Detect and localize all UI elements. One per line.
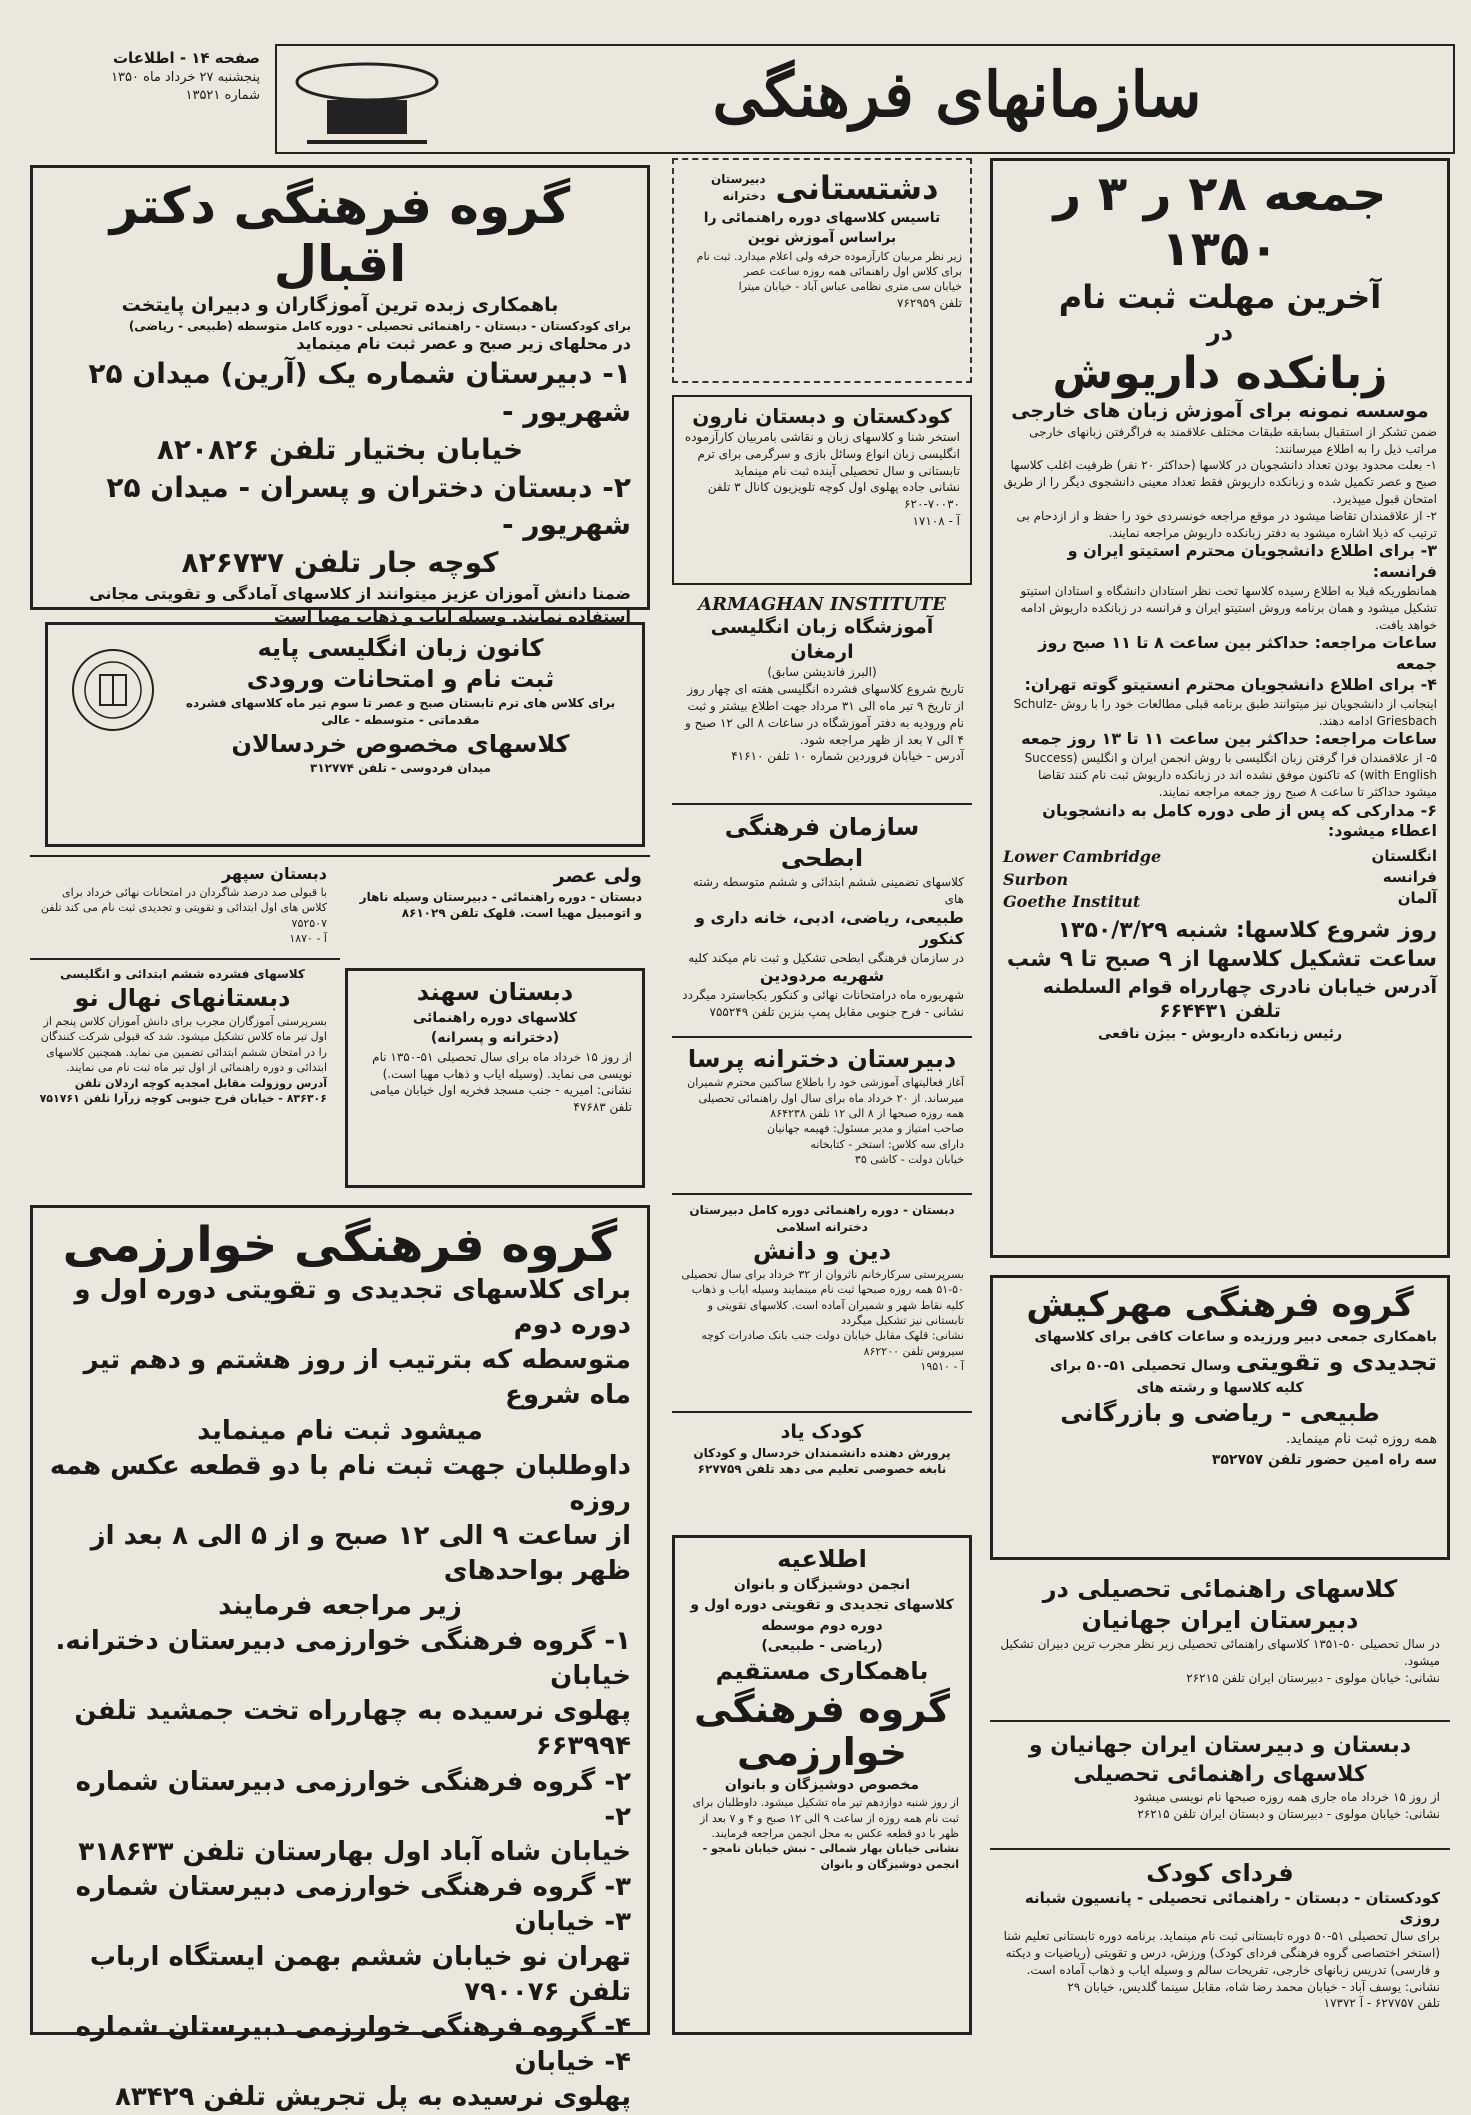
kharazmi-unit: ۳- گروه فرهنگی خوارزمی دبیرستان شماره ۳- خیابان	[75, 1871, 631, 1937]
eghbal-addr1b: خیابان بختیار تلفن ۸۲۰۸۲۶	[156, 432, 524, 466]
parsa-text: آغاز فعالیتهای آموزشی خود را باطلاع ساکنین محترم شمیران میرساند. از ۲۰ خرداد ماه برای سال اول راهنمائی تحصیلی همه روزه صبحها از ۸ الی ۱۲ تلفن ۸۶۴۲۳۸	[687, 1076, 964, 1120]
eghbal-title: گروه فرهنگی دکتر اقبال	[109, 177, 571, 293]
mehrkish-line2a: تجدیدی و تقویتی	[1235, 1347, 1437, 1376]
daryush-date: جمعه ۲۸ ر ۳ ر ۱۳۵۰	[1053, 166, 1387, 278]
fardaye-phone: تلفن ۶۲۷۷۵۷ - آ ۱۷۳۷۲	[1323, 1996, 1440, 2011]
parsa-text3: دارای سه کلاس: استخر - کتابخانه	[810, 1137, 964, 1151]
ad-vali-asr	[345, 860, 650, 955]
daryush-item6: ۶- مدارکی که پس از طی دوره کامل به دانشجویان اعطاء میشود:	[1042, 800, 1437, 841]
koodakyad-text: پرورش دهنده دانشمندان خردسال و کودکان نابغه خصوصی تعلیم می دهد تلفن ۶۲۷۷۵۹	[693, 1445, 951, 1477]
daryush-phone: تلفن ۶۶۴۴۳۱	[1159, 1000, 1281, 1023]
english-sub: ثبت نام و امتحانات ورودی	[246, 665, 555, 694]
ad-jahanian-1	[990, 1568, 1450, 1718]
cert-name: Lower Cambridge	[1003, 847, 1162, 867]
divider	[672, 1193, 972, 1195]
fardaye-sub: کودکستان - دبستان - راهنمائی تحصیلی - پانسیون شبانه روزی	[1024, 1889, 1440, 1927]
dashtestani-line1: تاسیس کلاسهای دوره راهنمائی را براساس آموزش نوین	[703, 210, 941, 247]
daryush-item3: ۳- برای اطلاع دانشجویان محترم استیتو ایران و فرانسه:	[1067, 541, 1437, 582]
naroon-text: استخر شنا و کلاسهای زبان و نقاشی بامربیان کارآزموده انگلیسی زبان انواع وسائل بازی و سرگرمی برای ترم تابستانی و سال تحصیلی آینده ثبت نام مینماید	[684, 430, 960, 478]
etelaieh-addr: نشانی خیابان بهار شمالی - نبش خیابان نامجو - انجمن دوشیزگان و بانوان	[702, 1842, 959, 1871]
dinodanesh-addr: نشانی: قلهک مقابل خیابان دولت جنب بانک صادرات کوچه سیروس تلفن ۸۶۲۲۰۰	[701, 1329, 964, 1358]
sepehr-text: با قبولی صد درصد شاگردان در امتحانات نهائی خرداد برای کلاس های اول ابتدائی و تقویتی و تجدیدی ثبت نام می کند تلفن ۷۵۲۵۰۷	[40, 885, 327, 930]
mehrkish-line3: کلیه کلاسها و رشته های	[1136, 1379, 1304, 1396]
ad-din-o-danesh	[672, 1198, 972, 1408]
etelaieh-title: اطلاعیه	[777, 1545, 867, 1573]
dashtestani-small: دبیرستان دخترانه	[711, 172, 766, 203]
abtahi-fields: طبیعی، ریاضی، ادبی، خانه داری و کنکور	[695, 907, 964, 948]
page-info: صفحه ۱۴ - اطلاعات	[112, 49, 260, 67]
divider	[990, 1848, 1450, 1850]
kharazmi-line: برای کلاسهای تجدیدی و تقویتی دوره اول و دوره دوم	[74, 1275, 631, 1341]
english-adults: کلاسهای مخصوص خردسالان	[231, 729, 570, 758]
koodakyad-title: کودک یاد	[780, 1421, 864, 1443]
eghbal-note: ضمنا دانش آموزان عزیز میتوانند از کلاسهای آمادگی و تقویتی مجانی استفاده نمایند. وسیله ایاب و ذهاب مهیا است	[89, 584, 631, 627]
jahanian1-text: در سال تحصیلی ۵۰-۱۳۵۱ کلاسهای راهنمائی تحصیلی زیر نظر مجرب ترین دبیران تشکیل میشود.	[1000, 1637, 1440, 1669]
dashtestani-line2: زیر نظر مربیان کارآزموده حرفه ولی اعلام میدارد. ثبت نام برای کلاس اول راهنمائی همه روزه ساعت عصر	[696, 249, 962, 278]
ad-mehrkish	[990, 1275, 1450, 1560]
cert-country: فرانسه	[1382, 868, 1437, 887]
ad-kharazmi	[30, 1205, 650, 2113]
parsa-text2: صاحب امتیاز و مدیر مسئول: فهیمه جهانیان	[767, 1122, 964, 1136]
etelaieh-text2: کلاسهای تجدیدی و تقویتی دوره اول و دوره دوم موسطه	[690, 1597, 954, 1634]
cert-country: آلمان	[1397, 889, 1437, 908]
daryush-dar: در	[1206, 318, 1234, 347]
sahand-title: دبستان سهند	[416, 978, 574, 1006]
fardaye-text: برای سال تحصیلی ۵۱-۵۰ دوره تابستانی ثبت نام مینماید. برنامه دوره تابستانی تعلیم شنا (استخر اختصاصی گروه فرهنگی فردای کودک) ورزش، درس و تقویتی (ریاضیات و دیکته و فارسی) تدریس زبانهای خارجی، تفریحات سالم و وسیله ایاب و ذهاب آماده است.	[1003, 1929, 1440, 1977]
abtahi-title: سازمان فرهنگی ابطحی	[724, 813, 920, 873]
header-info	[20, 48, 260, 118]
valiasr-title: ولی عصر	[553, 865, 642, 887]
divider	[672, 803, 972, 805]
ad-koodak-yad	[672, 1416, 972, 1526]
ad-dashtestani	[672, 158, 972, 383]
kharazmi-title: گروه فرهنگی خوارزمی	[62, 1217, 618, 1273]
eghbal-line1: باهمکاری زبده ترین آموزگاران و دبیران پایتخت	[121, 294, 559, 316]
naroon-title: کودکستان و دبستان نارون	[692, 404, 952, 428]
english-text: برای کلاس های ترم تابستان صبح و عصر تا سوم تیر ماه کلاسهای فشرده مقدماتی - متوسطه - عالی	[185, 696, 616, 728]
daryush-deadline: آخرین مهلت ثبت نام	[1058, 278, 1382, 317]
cert-name: Surbon	[1003, 869, 1069, 889]
etelaieh-coop: باهمکاری مستقیم	[715, 1657, 929, 1686]
issue-date: پنجشنبه ۲۷ خرداد ماه ۱۳۵۰	[111, 70, 260, 85]
eghbal-addr2b: کوچه جار تلفن ۸۲۶۷۳۷	[181, 546, 499, 580]
dashtestani-addr: خیابان سی متری نظامی عباس آباد - خیابان میترا	[738, 280, 962, 294]
kharazmi-unit: پهلوی نرسیده به چهارراه تخت جمشید تلفن ۶۶۳۹۹۴	[74, 1696, 631, 1762]
sahand-sub: کلاسهای دوره راهنمائی	[412, 1010, 578, 1027]
daryush-intro: ضمن تشکر از استقبال بسابقه طبقات مختلف علاقمند به فراگرفتن زبانهای خارجی مراتب ذیل را به اطلاع میرسانند:	[1029, 424, 1437, 456]
ad-armaghan	[672, 590, 972, 800]
etelaieh-text1: انجمن دوشیزگان و بانوان	[733, 1577, 911, 1594]
divider	[672, 1411, 972, 1413]
dashtestani-phone: تلفن ۷۶۲۹۵۹	[896, 295, 962, 310]
kharazmi-line: متوسطه که بترتیب از روز هشتم و دهم تیر ماه شروع	[83, 1345, 631, 1411]
mehrkish-line1: باهمکاری جمعی دبیر ورزیده و ساعات کافی برای کلاسهای	[1034, 1328, 1437, 1345]
ad-etelaieh	[672, 1535, 972, 2035]
abtahi-text: کلاسهای تضمینی ششم ابتدائی و ششم متوسطه رشته های	[692, 875, 964, 907]
english-title: کانون زبان انگلیسی پایه	[257, 634, 544, 662]
daryush-item3-text: همانطوریکه قبلا به اطلاع رسیده کلاسها تحت نظر استادان دانشگاه و استادان استیتو تشکیل میشود و همان برنامه وروش استیتو ایران و فرانسه در زبانکده داریوش ادامه خواهد یافت.	[1020, 584, 1437, 632]
mehrkish-line2b: وسال تحصیلی ۵۱-۵۰ برای	[1049, 1357, 1231, 1374]
parsa-title: دبیرستان دخترانه پرسا	[687, 1045, 957, 1073]
issue-number: شماره ۱۳۵۲۱	[185, 88, 260, 104]
dinodanesh-text: بسرپرستی سرکارخانم ناثروان از ۳۲ خرداد برای سال تحصیلی ۵۰-۵۱ همه روزه صبحها ثبت نام مینمایند وسیله ایاب و ذهاب کلیه نقاط شهر و شمیران آماده است. کلاسهای تقویتی و تابستانی نیز تشکیل میگردد	[681, 1267, 964, 1327]
daryush-start: روز شروع کلاسها: شنبه ۱۳۵۰/۳/۲۹	[1057, 918, 1437, 944]
nahal-addr: آدرس روزولت مقابل امجدیه کوچه اردلان تلفن ۸۳۶۳۰۶ - خیابان فرح جنوبی کوچه زرآرا تلفن ۷۵۱۷۶۱	[39, 1076, 327, 1105]
ad-daryush	[990, 158, 1450, 1258]
kharazmi-unit: پهلوی نرسیده به پل تجریش تلفن ۸۳۴۲۹	[114, 2082, 631, 2113]
masthead	[275, 44, 1455, 154]
kharazmi-unit: ۲- گروه فرهنگی خوارزمی دبیرستان شماره ۲-	[75, 1766, 631, 1832]
sepehr-code: آ - ۱۸۷۰	[289, 931, 327, 945]
ad-sepehr	[30, 860, 335, 955]
kharazmi-line: از ساعت ۹ الی ۱۲ صبح و از ۵ الی ۸ بعد از ظهر بواحدهای	[90, 1520, 631, 1586]
kharazmi-unit: ۴- گروه فرهنگی خوارزمی دبیرستان شماره ۴- خیابان	[75, 2012, 631, 2078]
mehrkish-addr: سه راه امین حضور تلفن ۳۵۲۷۵۷	[1211, 1451, 1437, 1468]
dinodanesh-top: دبستان - دوره راهنمائی دوره کامل دبیرستان دخترانه اسلامی	[689, 1203, 955, 1234]
cert-country: انگلستان	[1371, 847, 1437, 866]
daryush-name: زبانکده داریوش	[1052, 347, 1388, 399]
mehrkish-line4: همه روزه ثبت نام مینماید.	[1285, 1431, 1437, 1448]
ad-fardaye-koodak	[990, 1852, 1450, 2042]
jahanian2-text: از روز ۱۵ خرداد ماه جاری همه روزه صبحها نام نویسی میشود	[1133, 1790, 1440, 1805]
jahanian2-addr: نشانی: خیابان مولوی - دبیرستان و دبستان ایران تلفن ۲۶۲۱۵	[1137, 1806, 1440, 1821]
eghbal-line3: در محلهای زیر صبح و عصر ثبت نام مینماید	[296, 334, 631, 354]
valiasr-text: دبستان - دوره راهنمائی - دبیرستان وسیله ناهار و اتومبیل مهیا است. قلهک تلفن ۸۶۱۰۲۹	[359, 889, 642, 921]
naroon-code: آ - ۱۷۱۰۸	[912, 513, 960, 528]
jahanian1-title: کلاسهای راهنمائی تحصیلی در دبیرستان ایران جهانیان	[1042, 1575, 1398, 1635]
daryush-item4-text: اینجانب از دانشجویان نیز میتوانند طبق برنامه قبلی مطالعات خود را با روش Schulz-Griesbach ادامه دهند.	[1013, 696, 1437, 728]
kharazmi-line: داوطلبان جهت ثبت نام با دو قطعه عکس همه روزه	[49, 1450, 631, 1516]
mehrkish-title: گروه فرهنگی مهرکیش	[1026, 1285, 1414, 1325]
fardaye-addr: نشانی: یوسف آباد - خیابان محمد رضا شاه، مقابل سینما گلدیس، خیابان ۲۹	[1067, 1979, 1440, 1994]
divider	[672, 1036, 972, 1038]
ad-dr-eghbal	[30, 165, 650, 627]
etelaieh-group: گروه فرهنگی	[694, 1686, 950, 1731]
sahand-text: از روز ۱۵ خرداد ماه برای سال تحصیلی ۵۱-۱۳۵۰ نام نویسی می نماید. (وسیله ایاب و ذهاب مهیا است.)	[372, 1049, 632, 1081]
armaghan-addr: آدرس - خیابان فروردین شماره ۱۰ تلفن ۴۱۶۱۰	[731, 749, 964, 764]
kharazmi-unit: ۱- گروه فرهنگی خوارزمی دبیرستان دخترانه. خیابان	[55, 1626, 631, 1692]
kharazmi-line: زیر مراجعه فرمایند	[218, 1591, 462, 1622]
armaghan-latin: ARMAGHAN INSTITUTE	[698, 594, 946, 615]
kharazmi-unit: خیابان شاه آباد اول بهارستان تلفن ۳۱۸۶۳۳	[78, 1836, 631, 1867]
etelaieh-text4: از روز شنبه دوازدهم تیر ماه تشکیل میشود. داوطلبان برای ثبت نام همه روزه از ساعت ۹ الی ۱۲ صبح و ۴ و ۷ بعد از ظهر با دو قطعه عکس به محل انجمن مراجعه فرمایند.	[692, 1796, 959, 1841]
daryush-item1: ۱- بعلت محدود بودن تعداد دانشجویان در کلاسها (حداکثر ۲۰ نفر) ظرفیت اغلب کلاسها صبح و عصر تکمیل شده و زبانکده داریوش فقط تعداد معینی دانشجوی دیگر را از طریق امتحان قبول میپذیرد.	[1003, 458, 1437, 507]
daryush-item5: ۵- از علاقمندان فرا گرفتن زبان انگلیسی با روش انجمن ایران و انگلیس (Success with English) که تاکنون موفق نشده اند در زبانکده داریوش ثبت نام کنند تقاضا میشود حداکثر تا ساعت ۸ صبح روز جمعه مراجعه نمایند.	[1024, 751, 1437, 799]
daryush-hours1: ساعات مراجعه: حداکثر بین ساعت ۸ تا ۱۱ صبح روز جمعه	[1038, 633, 1437, 674]
eghbal-line2: برای کودکستان - دبستان - راهنمائی تحصیلی - دوره کامل متوسطه (طبیعی - ریاضی)	[128, 318, 631, 333]
cert-name: Goethe Institut	[1003, 891, 1141, 911]
nahal-title: دبستانهای نهال نو	[74, 983, 291, 1012]
daryush-certs	[1003, 846, 1437, 913]
jahanian1-addr: نشانی: خیابان مولوی - دبیرستان ایران تلفن ۲۶۲۱۵	[1186, 1670, 1440, 1685]
eghbal-addr2: ۲- دبستان دختران و پسران - میدان ۲۵ شهریور -	[106, 470, 631, 542]
english-addr: میدان فردوسی - تلفن ۳۱۲۷۷۴	[310, 761, 491, 776]
daryush-item4: ۴- برای اطلاع دانشجویان محترم انستیتو گوته تهران:	[1024, 675, 1437, 694]
abtahi-text2: در سازمان فرهنگی ابطحی تشکیل و ثبت نام میکند کلیه	[688, 950, 964, 965]
daryush-subtitle: موسسه نمونه برای آموزش زبان های خارجی	[1011, 400, 1429, 423]
divider	[30, 958, 340, 960]
daryush-address: آدرس خیابان نادری چهارراه قوام السلطنه	[1042, 975, 1437, 998]
ad-abtahi	[672, 808, 972, 1033]
armaghan-title: آموزشگاه زبان انگلیسی ارمغان	[710, 616, 934, 663]
abtahi-text3: شهریوره ماه درامتحانات نهائی و کنکور بکجاسترد میگردد نشانی - فرح جنوبی مقابل پمپ بنزین تلفن ۷۵۵۲۴۹	[682, 988, 964, 1019]
daryush-head: رئیس زبانکده داریوش - بیژن نافعی	[1097, 1025, 1343, 1042]
kharazmi-unit: تهران نو خیابان ششم بهمن ایستگاه ارباب تلفن ۷۹۰۰۷۶	[89, 1941, 631, 2008]
armaghan-sub: (البرز فاندیشن سابق)	[767, 665, 877, 680]
eghbal-addr1: ۱- دبیرستان شماره یک (آرین) میدان ۲۵ شهریور -	[88, 357, 631, 429]
parsa-addr: خیابان دولت - کاشی ۳۵	[854, 1153, 964, 1167]
abtahi-sub: شهریه مردودین	[759, 966, 885, 986]
fardaye-title: فردای کودک	[1146, 1859, 1294, 1887]
nahal-text: بسرپرستی آموزگاران مجرب برای دانش آموزان کلاس پنجم از اول تیر ماه کلاس تشکیل میشود. شد که قبولی شرکت کنندگان را در امتحان ششم ابتدائی تضمین می نماید. همچنین کلاسهای ابتدائی و دوره راهنمائی از اول تیر ماه ثبت نام می نمایند.	[40, 1014, 327, 1075]
nahal-top: کلاسهای فشرده ششم ابتدائی و انگلیسی	[60, 967, 305, 981]
english-center-logo-icon	[68, 645, 158, 735]
sepehr-title: دبستان سپهر	[221, 864, 327, 883]
etelaieh-group2: خوارزمی	[737, 1730, 907, 1775]
ad-naroon	[672, 395, 972, 585]
divider	[990, 1720, 1450, 1722]
ad-nahal-no	[30, 962, 335, 1192]
masthead-title: سازمانهای فرهنگی	[712, 58, 1202, 131]
etelaieh-text3: (ریاضی - طبیعی)	[761, 1638, 883, 1655]
ad-sahand	[345, 968, 645, 1188]
dashtestani-name: دشتستانی	[775, 169, 939, 207]
masthead-logo-icon	[287, 52, 447, 148]
ad-english-base	[45, 622, 645, 847]
mehrkish-fields: طبیعی - ریاضی و بازرگانی	[1060, 1399, 1380, 1428]
ad-parsa	[672, 1040, 972, 1190]
kharazmi-line: میشود ثبت نام مینماید	[197, 1415, 483, 1446]
daryush-hours2: ساعات مراجعه: حداکثر بین ساعت ۱۱ تا ۱۳ روز جمعه	[1021, 729, 1437, 749]
dinodanesh-name: دین و دانش	[752, 1236, 892, 1265]
sahand-addr: نشانی: امیریه - جنب مسجد فخریه اول خیابان میامی تلفن ۴۷۶۸۳	[369, 1083, 632, 1115]
daryush-hours: ساعت تشکیل کلاسها از ۹ صبح تا ۹ شب	[1006, 946, 1437, 972]
daryush-item2: ۲- از علاقمندان تقاضا میشود در موقع مراجعه خونسردی خود را حفظ و از ازدحام بی ترتیب که ذیلا اشاره میشود به دفتر زبانکده داریوش مراجعه نمایند.	[1016, 508, 1437, 540]
etelaieh-special: مخصوص دوشیزگان و بانوان	[724, 1776, 920, 1793]
ad-jahanian-2	[990, 1726, 1450, 1846]
sahand-sub2: (دخترانه و پسرانه)	[430, 1030, 560, 1047]
dinodanesh-code: آ - ۱۹۵۱۰	[920, 1360, 964, 1374]
jahanian2-title: دبستان و دبیرستان ایران جهانیان و کلاسهای راهنمائی تحصیلی	[1028, 1733, 1412, 1787]
armaghan-text: تاریخ شروع کلاسهای فشرده انگلیسی هفته ای چهار روز از تاریخ ۹ تیر ماه الی ۳۱ مرداد جهت اطلاع بیشتر و ثبت نام ورودیه به دفتر آموزشگاه در ساعات ۸ الی ۱۲ صبح و ۴ الی ۷ بعد از ظهر مراجعه شود.	[684, 682, 964, 747]
naroon-addr: نشانی جاده پهلوی اول کوچه تلویزیون کانال ۳ تلفن ۷۰۰۳۰-۶۲۰	[707, 480, 960, 512]
divider	[30, 855, 650, 857]
